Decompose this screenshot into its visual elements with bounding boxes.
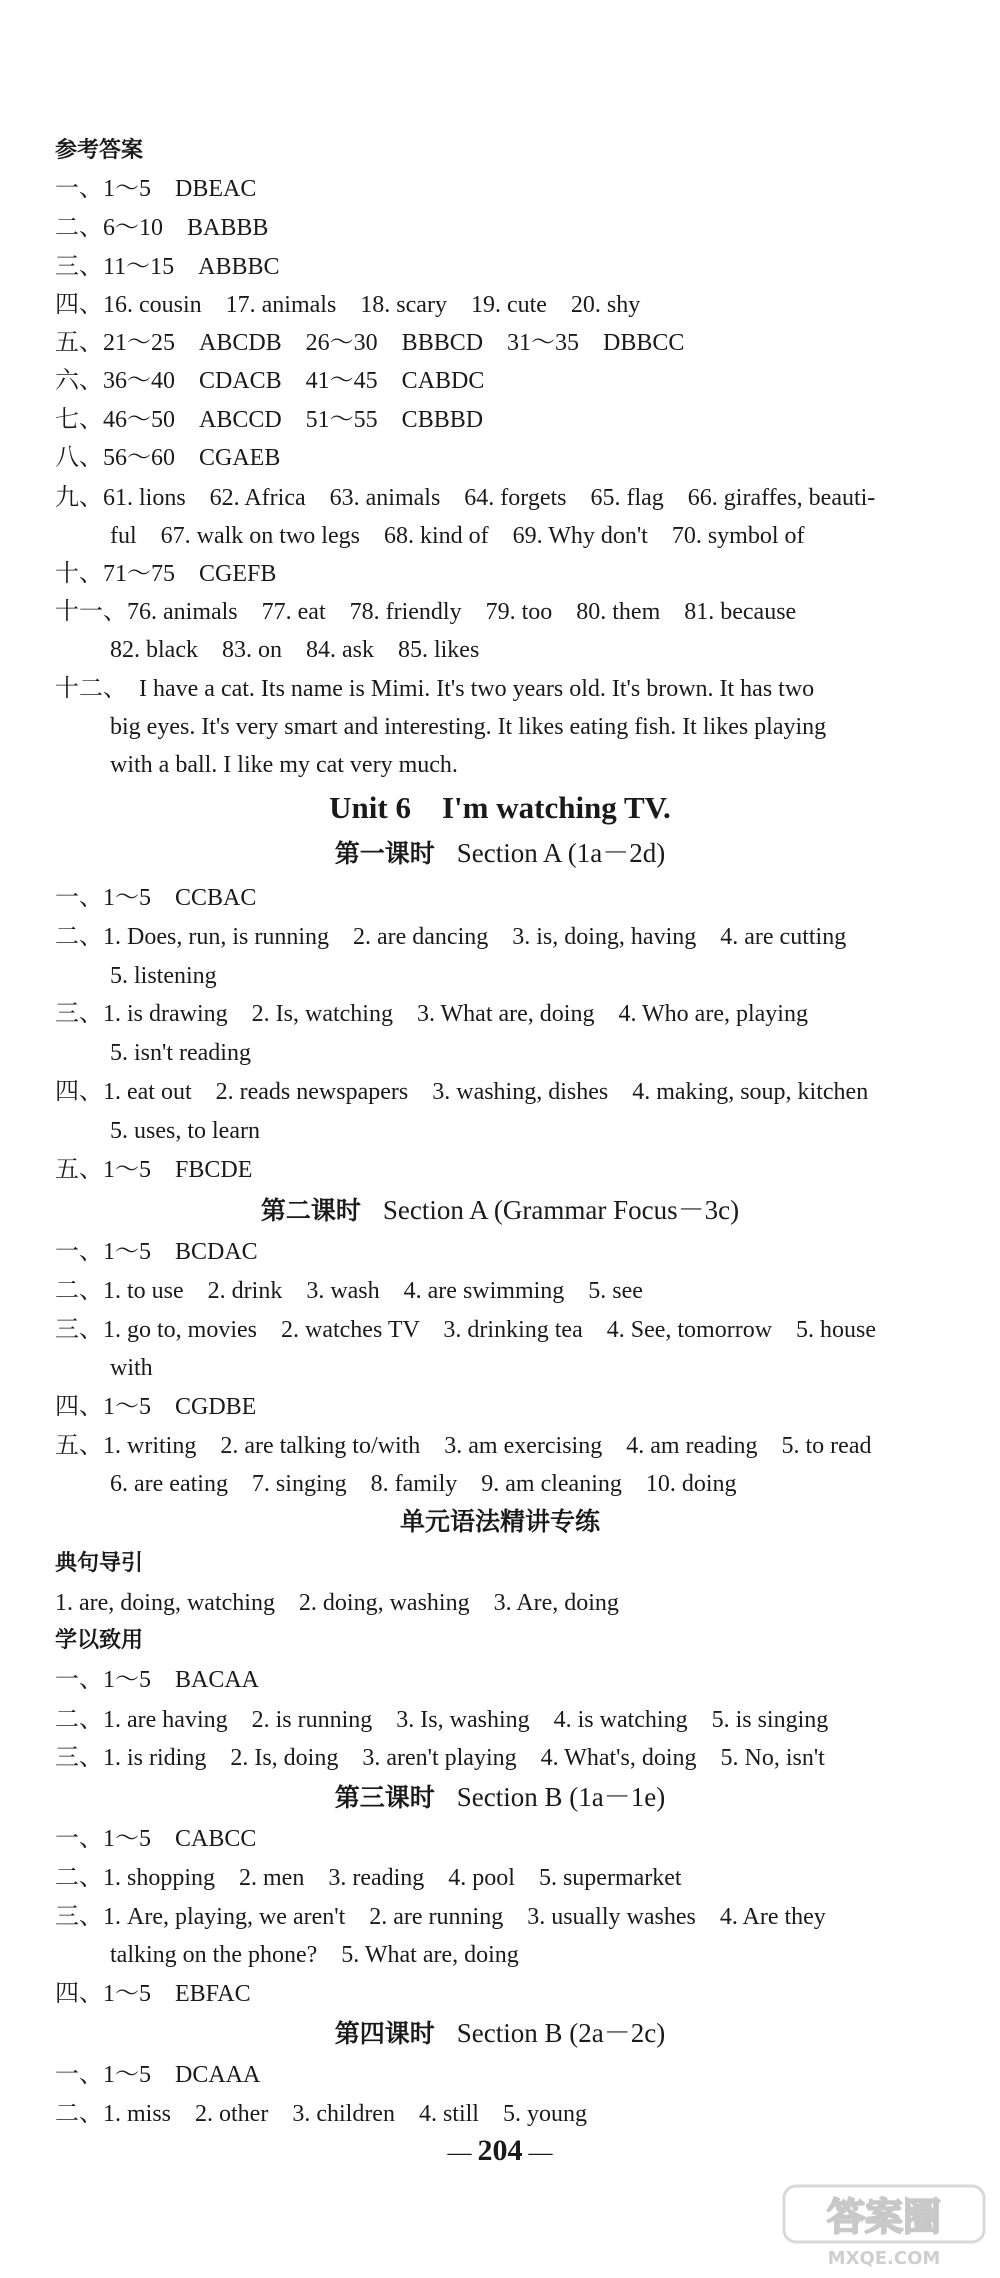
section-heading [0, 1193, 1000, 1228]
answer-line: 四、16. cousin 17. animals 18. scary 19. cute 20. shy [55, 292, 641, 318]
section-heading [0, 1780, 1000, 1815]
answer-line: 五、21～25 ABCDB 26～30 BBBCD 31～35 DBBCC [55, 330, 685, 356]
unit-title: Unit 6 I'm watching TV. [329, 790, 671, 825]
watermark-graphic [780, 2180, 990, 2272]
answer-line: 三、1. is drawing 2. Is, watching 3. What are, doing 4. Who are, playing [55, 1001, 808, 1027]
answer-line: 六、36～40 CDACB 41～45 CABDC [55, 368, 485, 394]
answer-line: 四、1. eat out 2. reads newspapers 3. washing, dishes 4. making, soup, kitchen [55, 1079, 869, 1105]
answer-line: 七、46～50 ABCCD 51～55 CBBBD [55, 407, 484, 433]
answer-line: 三、1. is riding 2. Is, doing 3. aren't playing 4. What's, doing 5. No, isn't [55, 1745, 825, 1771]
answer-line: 一、1～5 BCDAC [55, 1239, 258, 1265]
subheading: 典句导引 [55, 1551, 144, 1576]
answer-line: 五、1. writing 2. are talking to/with 3. am exercising 4. am reading 5. to read [55, 1433, 872, 1459]
lesson-label: 第一课时 [334, 839, 435, 868]
answer-line: 八、56～60 CGAEB [55, 445, 281, 471]
answer-line: 十一、76. animals 77. eat 78. friendly 79. too 80. them 81. because [55, 599, 797, 625]
dash-left: — [447, 2140, 478, 2166]
grammar-title: 单元语法精讲专练 [399, 1507, 600, 1536]
answer-line: 5. isn't reading [110, 1040, 251, 1066]
answer-line: 5. uses, to learn [110, 1118, 260, 1144]
page-number-row [0, 2136, 1000, 2168]
answer-line: 九、61. lions 62. Africa 63. animals 64. forgets 65. flag 66. giraffes, beauti- [55, 485, 876, 511]
answer-line: talking on the phone? 5. What are, doing [110, 1942, 519, 1968]
answer-line: 四、1～5 CGDBE [55, 1394, 257, 1420]
answer-line: 三、11～15 ABBBC [55, 254, 280, 280]
answers-heading: 参考答案 [55, 138, 144, 163]
answer-line: 1. are, doing, watching 2. doing, washing 3. Are, doing [55, 1590, 619, 1616]
section-heading [0, 836, 1000, 871]
section-heading [0, 2016, 1000, 2051]
answer-line: 二、1. are having 2. is running 3. Is, washing 4. is watching 5. is singing [55, 1707, 829, 1733]
answer-line: with a ball. I like my cat very much. [110, 752, 458, 778]
answer-line: 一、1～5 DCAAA [55, 2062, 261, 2088]
answer-line: 十、71～75 CGEFB [55, 561, 277, 587]
section-label: Section A (Grammar Focus－3c) [382, 1195, 740, 1225]
answer-line: 三、1. go to, movies 2. watches TV 3. drinking tea 4. See, tomorrow 5. house [55, 1317, 877, 1343]
answer-line: with [110, 1355, 153, 1381]
lesson-label: 第二课时 [260, 1196, 361, 1225]
answer-line: 二、1. Does, run, is running 2. are dancing 3. is, doing, having 4. are cutting [55, 924, 847, 950]
answer-line: 5. listening [110, 963, 217, 989]
watermark-en: MXQE.COM [827, 2248, 941, 2269]
answer-line: 6. are eating 7. singing 8. family 9. am cleaning 10. doing [110, 1471, 737, 1497]
answer-line: 二、1. miss 2. other 3. children 4. still 5. young [55, 2101, 587, 2127]
answer-line: 一、1～5 DBEAC [55, 176, 257, 202]
lesson-label: 第三课时 [334, 1783, 435, 1812]
dash-right: — [522, 2140, 553, 2166]
watermark-logo [780, 2180, 990, 2272]
answer-line: 三、1. Are, playing, we aren't 2. are running 3. usually washes 4. Are they [55, 1904, 826, 1930]
lesson-label: 第四课时 [334, 2019, 435, 2048]
answer-line: 五、1～5 FBCDE [55, 1157, 253, 1183]
answer-line: 二、6～10 BABBB [55, 215, 269, 241]
answer-line: 二、1. shopping 2. men 3. reading 4. pool 5. supermarket [55, 1865, 682, 1891]
answer-line: 一、1～5 BACAA [55, 1667, 260, 1693]
section-label: Section B (1a－1e) [456, 1782, 666, 1812]
section-label: Section A (1a－2d) [456, 838, 666, 868]
watermark-cn: 答案圈 [826, 2195, 942, 2239]
answer-line: 一、1～5 CCBAC [55, 885, 257, 911]
answer-line: ful 67. walk on two legs 68. kind of 69. Why don't 70. symbol of [110, 523, 805, 549]
answer-line: 十二、 I have a cat. Its name is Mimi. It's two years old. It's brown. It has two [55, 676, 815, 702]
section-label: Section B (2a－2c) [456, 2018, 666, 2048]
answer-line: 82. black 83. on 84. ask 85. likes [110, 637, 480, 663]
answer-line: big eyes. It's very smart and interesting. It likes eating fish. It likes playing [110, 714, 827, 740]
answer-line: 四、1～5 EBFAC [55, 1981, 251, 2007]
answer-line: 一、1～5 CABCC [55, 1826, 257, 1852]
page-number: 204 [477, 2134, 523, 2167]
subheading: 学以致用 [55, 1628, 144, 1653]
answer-line: 二、1. to use 2. drink 3. wash 4. are swimming 5. see [55, 1278, 643, 1304]
